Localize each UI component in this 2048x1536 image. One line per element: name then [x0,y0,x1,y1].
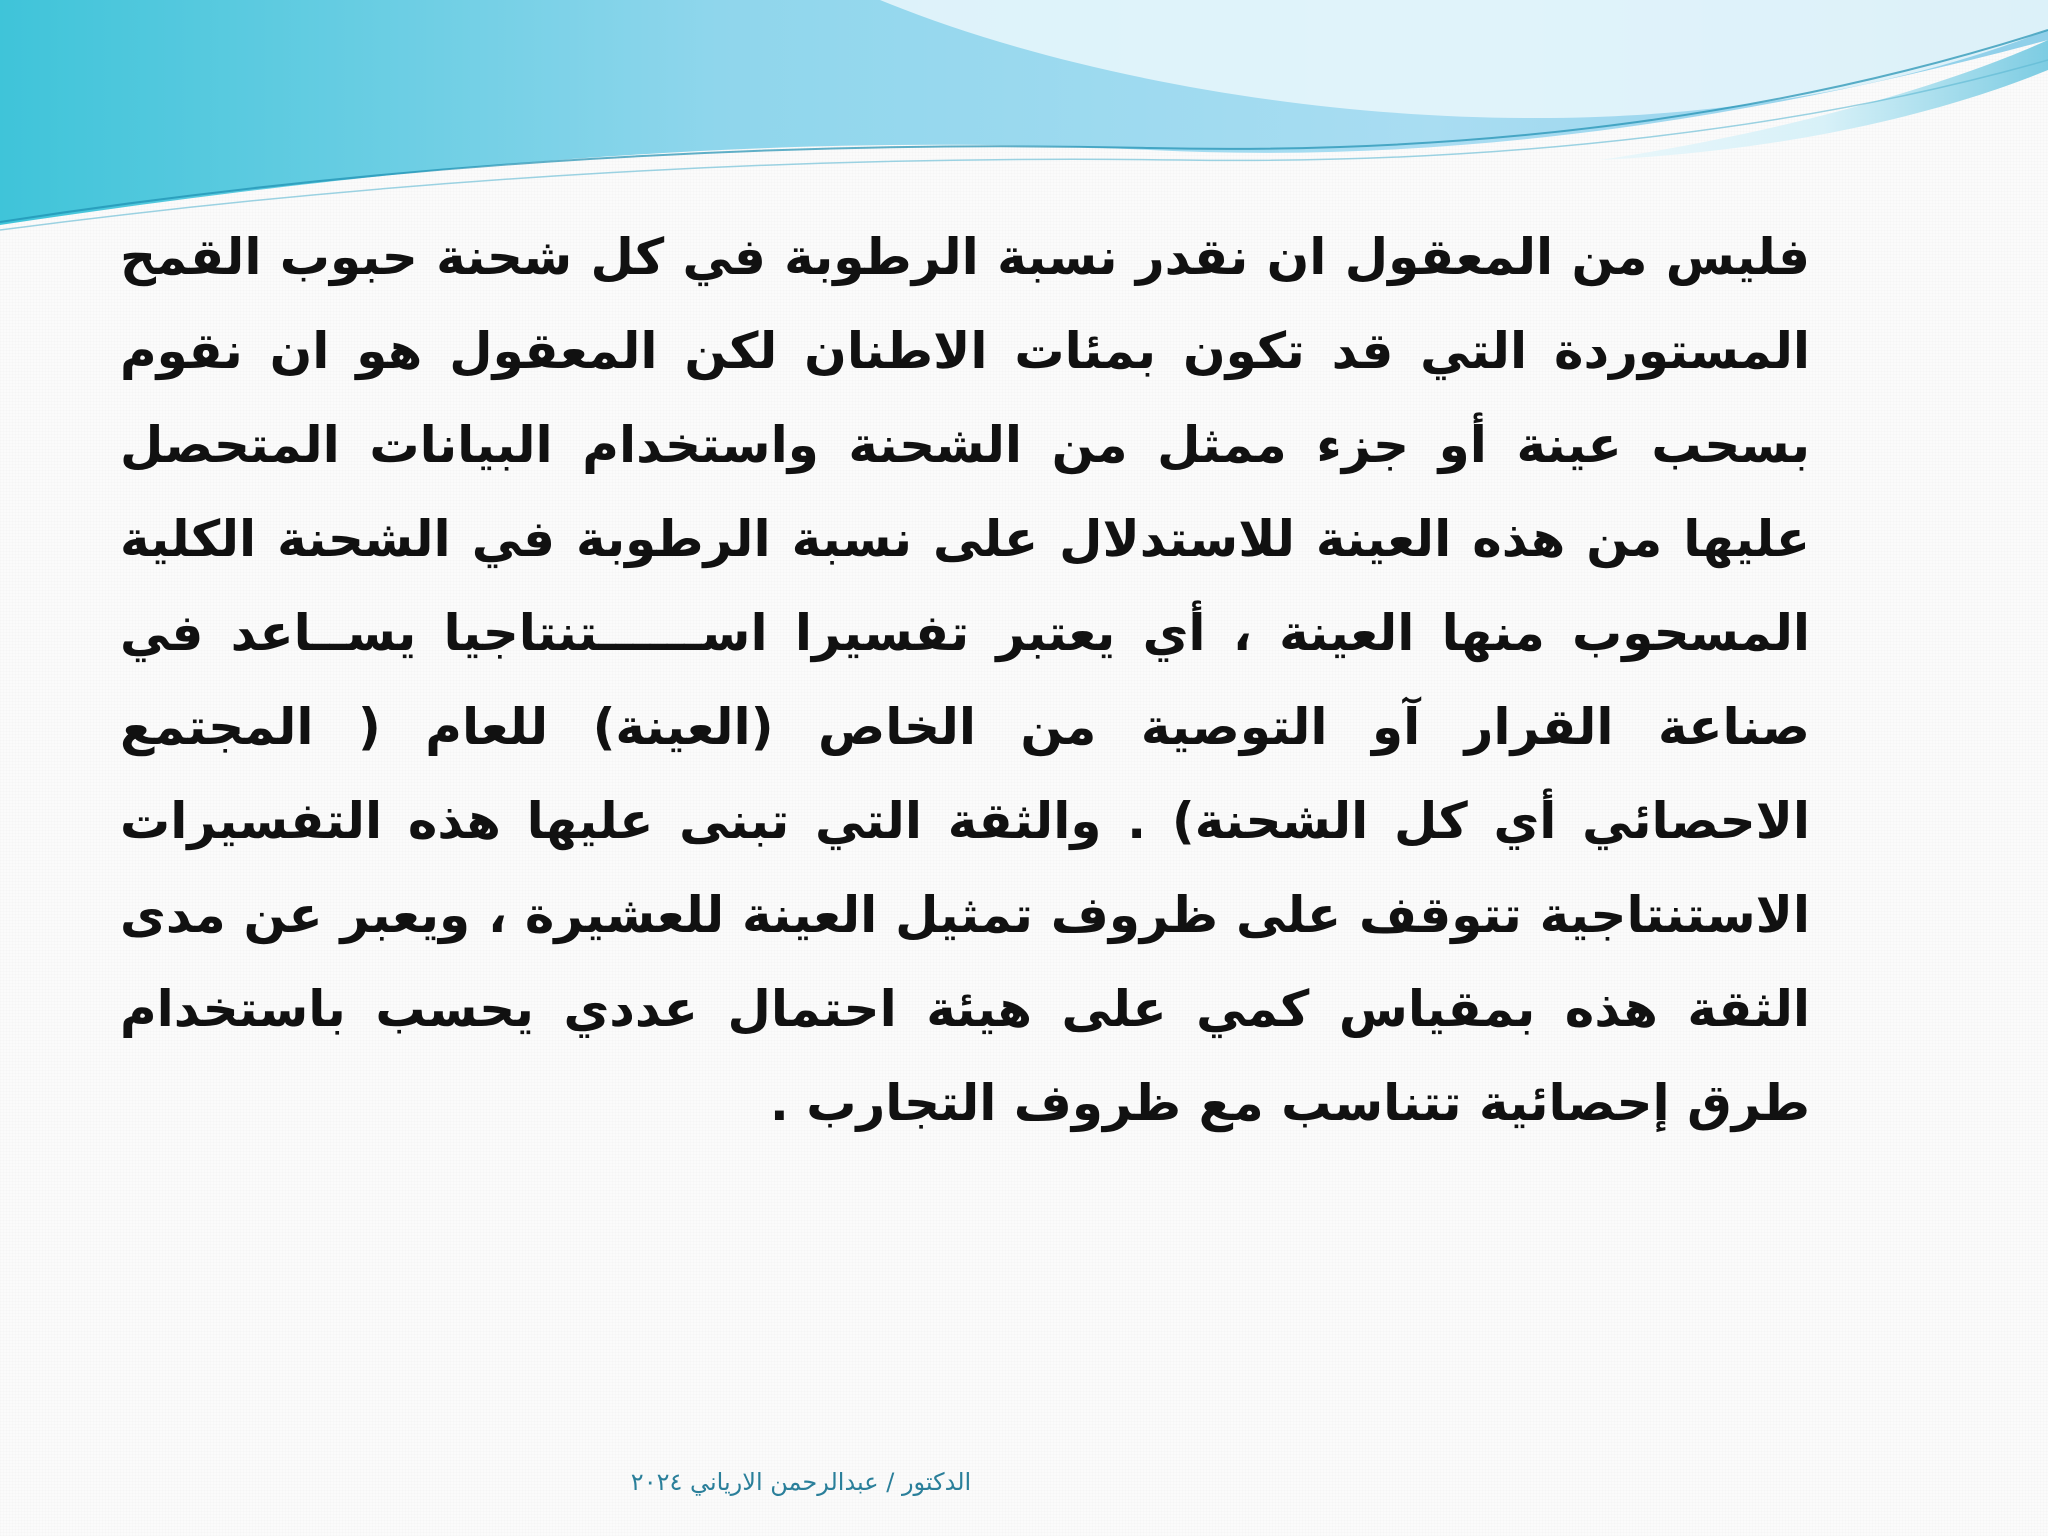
header-wave-decoration [0,0,2048,240]
footer-author: الدكتور / عبدالرحمن الارياني ٢٠٢٤ [630,1468,972,1496]
main-paragraph [120,210,1810,1150]
paragraph-text: فليس من المعقول ان نقدر نسبة الرطوبة في كل شحنة حبوب القمح المستوردة التي قد تكون بمئات الاطنان لكن المعقول هو ان نقوم بسحب عينة أو جزء ممثل من الشحنة واستخدام البيانات المتحصل عليها من هذه العينة للاستدلال على نسبة الرطوبة في الشحنة الكلية المسحوب منها العينة ، أي يعتبر تفسيرا اســــــتنتاجيا يســاعد في صناعة القرار آو التوصية من الخاص (العينة) للعام ( المجتمع الاحصائي أي كل الشحنة) . والثقة التي تبنى عليها هذه التفسيرات الاستنتاجية تتوقف على ظروف تمثيل العينة للعشيرة ، ويعبر عن مدى الثقة هذه بمقياس كمي على هيئة احتمال عددي يحسب باستخدام طرق إحصائية تتناسب مع ظروف التجارب . [120,228,1810,1132]
